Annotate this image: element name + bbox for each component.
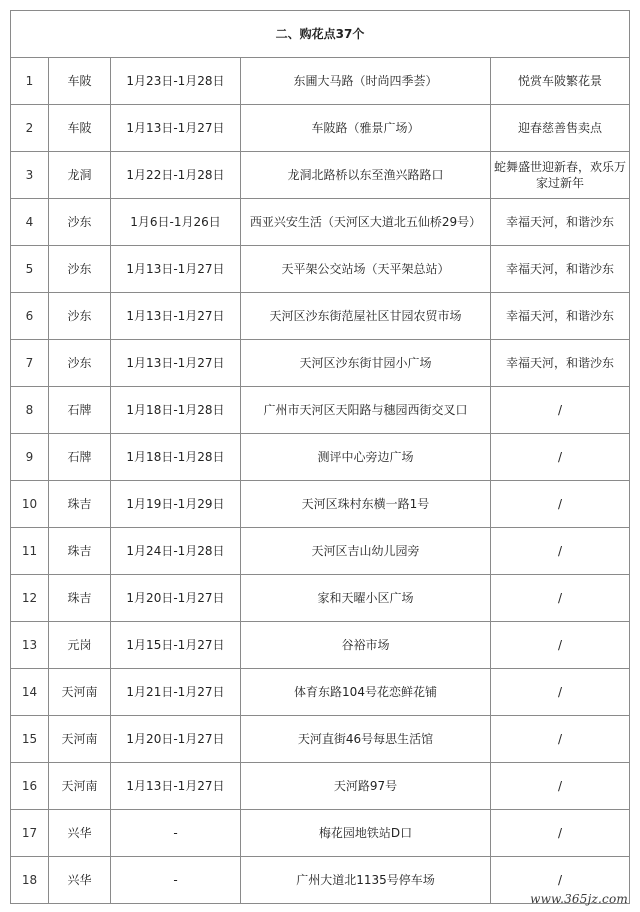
- activity-cell: /: [491, 387, 630, 434]
- table-row: [11, 669, 630, 716]
- row-number: 10: [11, 481, 49, 528]
- date-range-cell: 1月19日-1月29日: [111, 481, 241, 528]
- row-number: 12: [11, 575, 49, 622]
- table-row: [11, 58, 630, 105]
- row-number: 2: [11, 105, 49, 152]
- address-cell: 家和天曜小区广场: [241, 575, 491, 622]
- section-title-row: [11, 11, 630, 58]
- row-number: 8: [11, 387, 49, 434]
- row-number: 17: [11, 810, 49, 857]
- district-cell: 元岗: [49, 622, 111, 669]
- district-cell: 天河南: [49, 763, 111, 810]
- district-cell: 珠吉: [49, 575, 111, 622]
- table-row: [11, 763, 630, 810]
- activity-cell: /: [491, 575, 630, 622]
- row-number: 7: [11, 340, 49, 387]
- activity-cell: 迎春慈善售卖点: [491, 105, 630, 152]
- date-range-cell: 1月13日-1月27日: [111, 105, 241, 152]
- address-cell: 天河区珠村东横一路1号: [241, 481, 491, 528]
- district-cell: 兴华: [49, 810, 111, 857]
- table-row: [11, 716, 630, 763]
- table-row: [11, 387, 630, 434]
- address-cell: 梅花园地铁站D口: [241, 810, 491, 857]
- date-range-cell: -: [111, 857, 241, 904]
- flower-points-table: [10, 10, 630, 904]
- address-cell: 广州大道北1135号停车场: [241, 857, 491, 904]
- activity-cell: /: [491, 669, 630, 716]
- address-cell: 天河区吉山幼儿园旁: [241, 528, 491, 575]
- address-cell: 天平架公交站场（天平架总站）: [241, 246, 491, 293]
- date-range-cell: 1月6日-1月26日: [111, 199, 241, 246]
- table-row: [11, 246, 630, 293]
- district-cell: 车陂: [49, 58, 111, 105]
- table-row: [11, 293, 630, 340]
- table-row: [11, 199, 630, 246]
- district-cell: 兴华: [49, 857, 111, 904]
- row-number: 18: [11, 857, 49, 904]
- date-range-cell: 1月18日-1月28日: [111, 434, 241, 481]
- address-cell: 龙洞北路桥以东至渔兴路路口: [241, 152, 491, 199]
- date-range-cell: 1月13日-1月27日: [111, 246, 241, 293]
- table-row: [11, 340, 630, 387]
- table-row: [11, 810, 630, 857]
- activity-cell: 幸福天河，和谐沙东: [491, 293, 630, 340]
- address-cell: 体育东路104号花恋鲜花铺: [241, 669, 491, 716]
- table-row: [11, 481, 630, 528]
- address-cell: 天河区沙东街甘园小广场: [241, 340, 491, 387]
- row-number: 3: [11, 152, 49, 199]
- address-cell: 测评中心旁边广场: [241, 434, 491, 481]
- district-cell: 天河南: [49, 669, 111, 716]
- date-range-cell: 1月15日-1月27日: [111, 622, 241, 669]
- district-cell: 石牌: [49, 387, 111, 434]
- activity-cell: 幸福天河，和谐沙东: [491, 199, 630, 246]
- date-range-cell: 1月13日-1月27日: [111, 763, 241, 810]
- district-cell: 沙东: [49, 199, 111, 246]
- activity-cell: /: [491, 716, 630, 763]
- district-cell: 沙东: [49, 293, 111, 340]
- address-cell: 天河路97号: [241, 763, 491, 810]
- activity-cell: /: [491, 810, 630, 857]
- district-cell: 沙东: [49, 340, 111, 387]
- table-row: [11, 434, 630, 481]
- row-number: 9: [11, 434, 49, 481]
- section-title: 二、购花点37个: [11, 11, 630, 58]
- address-cell: 东圃大马路（时尚四季荟）: [241, 58, 491, 105]
- date-range-cell: 1月22日-1月28日: [111, 152, 241, 199]
- activity-cell: /: [491, 434, 630, 481]
- row-number: 4: [11, 199, 49, 246]
- activity-cell: /: [491, 622, 630, 669]
- date-range-cell: 1月20日-1月27日: [111, 575, 241, 622]
- activity-cell: /: [491, 857, 630, 904]
- date-range-cell: 1月23日-1月28日: [111, 58, 241, 105]
- district-cell: 车陂: [49, 105, 111, 152]
- row-number: 15: [11, 716, 49, 763]
- activity-cell: /: [491, 481, 630, 528]
- row-number: 14: [11, 669, 49, 716]
- row-number: 5: [11, 246, 49, 293]
- table-row: [11, 575, 630, 622]
- address-cell: 西亚兴安生活（天河区大道北五仙桥29号）: [241, 199, 491, 246]
- table-row: [11, 528, 630, 575]
- date-range-cell: 1月13日-1月27日: [111, 293, 241, 340]
- date-range-cell: 1月13日-1月27日: [111, 340, 241, 387]
- activity-cell: 蛇舞盛世迎新春，欢乐万家过新年: [491, 152, 630, 199]
- row-number: 11: [11, 528, 49, 575]
- address-cell: 车陂路（雅景广场）: [241, 105, 491, 152]
- date-range-cell: 1月24日-1月28日: [111, 528, 241, 575]
- activity-cell: /: [491, 763, 630, 810]
- row-number: 16: [11, 763, 49, 810]
- district-cell: 天河南: [49, 716, 111, 763]
- address-cell: 谷裕市场: [241, 622, 491, 669]
- date-range-cell: 1月18日-1月28日: [111, 387, 241, 434]
- row-number: 1: [11, 58, 49, 105]
- activity-cell: 幸福天河，和谐沙东: [491, 246, 630, 293]
- date-range-cell: -: [111, 810, 241, 857]
- table-row: [11, 622, 630, 669]
- table-row: [11, 105, 630, 152]
- date-range-cell: 1月20日-1月27日: [111, 716, 241, 763]
- row-number: 13: [11, 622, 49, 669]
- table-row: [11, 152, 630, 199]
- district-cell: 沙东: [49, 246, 111, 293]
- row-number: 6: [11, 293, 49, 340]
- activity-cell: 悦赏车陂繁花景: [491, 58, 630, 105]
- district-cell: 珠吉: [49, 528, 111, 575]
- address-cell: 天河区沙东街范屋社区甘园农贸市场: [241, 293, 491, 340]
- address-cell: 广州市天河区天阳路与穗园西街交叉口: [241, 387, 491, 434]
- address-cell: 天河直街46号每思生活馆: [241, 716, 491, 763]
- activity-cell: 幸福天河，和谐沙东: [491, 340, 630, 387]
- district-cell: 龙洞: [49, 152, 111, 199]
- watermark: www.365jz.com: [530, 892, 628, 906]
- activity-cell: /: [491, 528, 630, 575]
- date-range-cell: 1月21日-1月27日: [111, 669, 241, 716]
- district-cell: 珠吉: [49, 481, 111, 528]
- district-cell: 石牌: [49, 434, 111, 481]
